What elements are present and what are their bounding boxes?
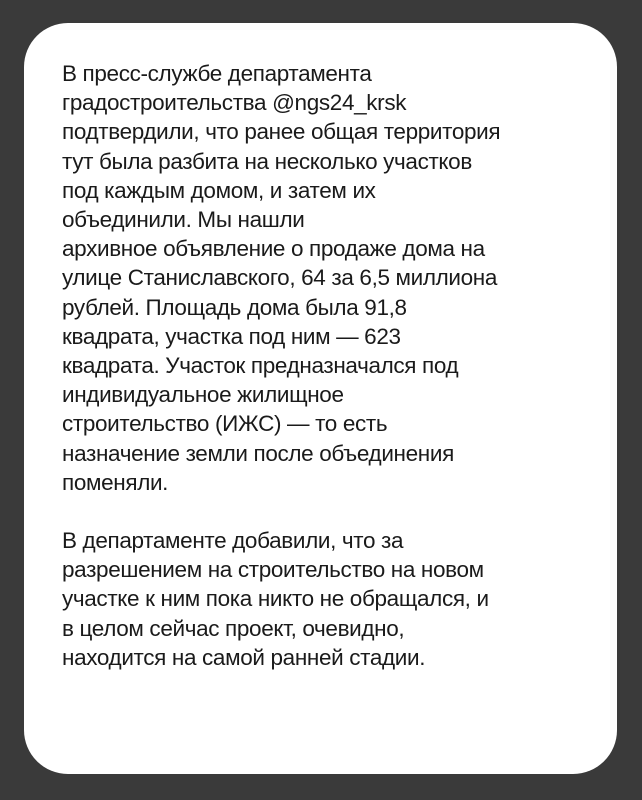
text-card: [24, 23, 617, 774]
text-line: градостроительства @ngs24_krsk: [62, 90, 407, 116]
text-line: индивидуальное жилищное: [62, 382, 344, 408]
paragraph-2: [62, 526, 587, 672]
text-line: под каждым домом, и затем их: [62, 177, 376, 203]
text-line: тут была разбита на несколько участков: [62, 148, 472, 174]
text-line: улице Станиславского, 64 за 6,5 миллиона: [62, 265, 498, 291]
text-line: в целом сейчас проект, очевидно,: [62, 615, 405, 641]
text-line: находится на самой ранней стадии.: [62, 644, 426, 670]
text-line: назначение земли после объединения: [62, 440, 454, 466]
text-line: разрешением на строительство на новом: [62, 557, 484, 583]
text-line: В пресс-службе департамента: [62, 61, 372, 86]
text-line: объединили. Мы нашли: [62, 207, 305, 233]
text-line: В департаменте добавили, что за: [62, 528, 404, 554]
text-line: подтвердили, что ранее общая территория: [62, 119, 501, 145]
text-line: поменяли.: [62, 469, 169, 495]
text-line: участке к ним пока никто не обращался, и: [62, 586, 489, 612]
text-line: архивное объявление о продаже дома на: [62, 236, 485, 262]
text-line: квадрата. Участок предназначался под: [62, 353, 459, 379]
paragraph-1: [62, 59, 587, 497]
text-line: рублей. Площадь дома была 91,8: [62, 294, 407, 320]
text-line: квадрата, участка под ним — 623: [62, 323, 401, 349]
text-line: строительство (ИЖС) — то есть: [62, 411, 388, 437]
